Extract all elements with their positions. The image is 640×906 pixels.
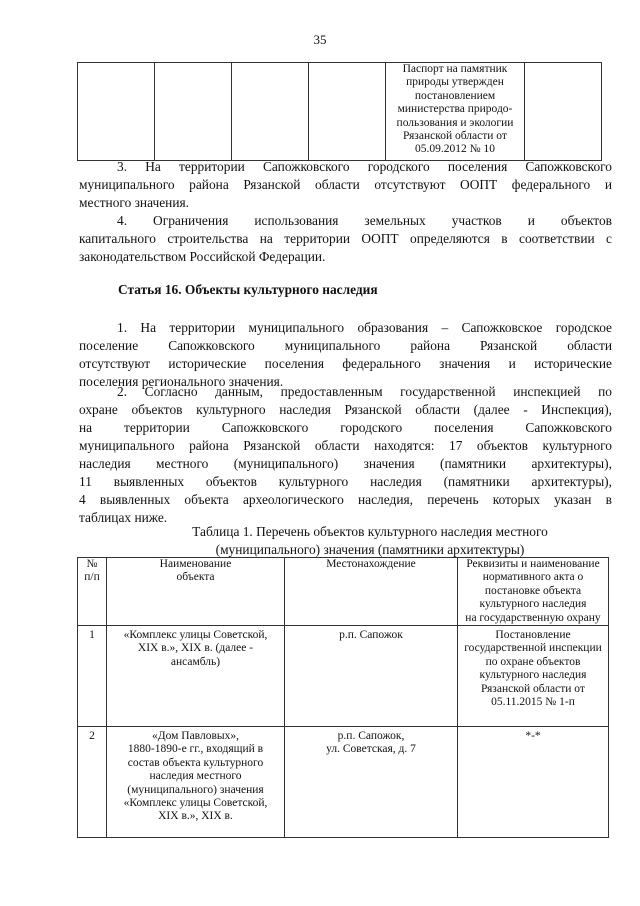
caption-line: Таблица 1. Перечень объектов культурного наследия местного (192, 524, 548, 539)
cell-line: 2 (89, 730, 95, 743)
cell-name (107, 727, 285, 838)
continuation-table (77, 62, 602, 161)
header-line: п/п (84, 571, 100, 584)
cell-line: Постановление (495, 629, 571, 642)
paragraph-3 (79, 158, 612, 212)
text-line: местного значения. (79, 195, 189, 210)
cell-line: министерства природо- (397, 103, 513, 116)
text-line: поселение Сапожковского муниципального района Рязанской области (79, 338, 612, 353)
table-cell (525, 63, 602, 161)
text-line: 1. На территории муниципального образования – Сапожковское городское (117, 320, 612, 335)
cell-line: р.п. Сапожок, (337, 730, 405, 743)
text-line: 3. На территории Сапожковского городского поселения Сапожковского (117, 159, 612, 174)
text-line: муниципального района Рязанской области находятся: 17 объектов культурного (79, 438, 612, 453)
cell-number (78, 626, 107, 727)
header-line: на государственную охрану (465, 611, 601, 624)
cell-line: по охране объектов (485, 655, 581, 668)
cell-line: 1880-1890-е гг., входящий в (127, 743, 264, 756)
page-number: 35 (313, 32, 327, 47)
cell-line: 05.11.2015 № 1-п (491, 696, 575, 709)
header-line: постановке объекта (484, 584, 582, 597)
text-line: 11 выявленных объектов культурного наследия (памятники архитектуры), (79, 474, 612, 489)
table-caption (140, 523, 600, 559)
text-line: наследия местного (муниципального) значения (памятники архитектуры), (79, 456, 612, 471)
table-cell (232, 63, 309, 161)
text-line: охране объектов культурного наследия Рязанской области (далее - Инспекция), (79, 402, 612, 417)
cell-line: Паспорт на памятник (402, 63, 508, 75)
header-line: Реквизиты и наименование (466, 558, 600, 570)
cell-line: Рязанской области от (403, 130, 507, 143)
text-line: 4. Ограничения использования земельных участков и объектов (117, 213, 612, 228)
text-line: поселения регионального значения. (79, 374, 284, 389)
cell-line: (муниципального) значения (127, 783, 264, 796)
table-cell (155, 63, 232, 161)
cell-line: Рязанской области от (481, 682, 585, 695)
cell-line: р.п. Сапожок (339, 629, 403, 642)
text-line: капитального строительства на территории ООПТ определяются в соответствии с (79, 231, 612, 246)
text-line: таблицах ниже. (79, 510, 168, 525)
cell-line: постановлением (414, 89, 496, 102)
header-line: культурного наследия (479, 598, 587, 611)
header-line: Наименование (159, 558, 232, 570)
text-line: отсутствуют исторические поселения федерального значения и исторические (79, 356, 612, 371)
cell-line: культурного наследия (479, 669, 587, 682)
table-header-row (78, 558, 609, 626)
cell-line: наследия местного (149, 770, 242, 783)
header-cell-act (458, 558, 609, 626)
table-cell (309, 63, 386, 161)
header-line: Местонахождение (326, 558, 416, 570)
cell-location (285, 727, 458, 838)
caption-line: (муниципального) значения (памятники архитектуры) (215, 542, 525, 557)
cell-line: 05.09.2012 № 10 (415, 143, 495, 156)
cell-location (285, 626, 458, 727)
cell-act (458, 727, 609, 838)
table-row (78, 626, 609, 727)
cell-line: XIX в.», XIX в. (158, 810, 233, 823)
text-line: законодательством Российской Федерации. (79, 249, 326, 264)
header-cell-number (78, 558, 107, 626)
cell-line: XIX в.», XIX в. (далее - (137, 642, 254, 655)
cell-line: состав объекта культурного (127, 756, 264, 769)
cell-line: ансамбль) (170, 655, 221, 668)
paragraph-2 (79, 383, 612, 527)
heritage-table (77, 557, 609, 838)
header-line: нормативного акта о (482, 571, 584, 584)
text-line: на территории Сапожковского городского поселения Сапожковского (79, 420, 612, 435)
text-line: муниципального района Рязанской области отсутствуют ООПТ федерального и (79, 177, 612, 192)
cell-line: пользования и экологии (396, 116, 514, 129)
table-row (78, 63, 602, 161)
table-cell (78, 63, 155, 161)
cell-line: «Комплекс улицы Советской, (123, 797, 268, 810)
cell-name (107, 626, 285, 727)
header-cell-location (285, 558, 458, 626)
cell-line: *-* (525, 730, 541, 743)
cell-line: природы утвержден (406, 76, 504, 89)
header-line: № (86, 558, 98, 570)
text-line: 2. Согласно данным, предоставленным государственной инспекцией по (117, 384, 612, 399)
paragraph-1 (79, 319, 612, 391)
paragraph-4 (79, 212, 612, 266)
cell-act (458, 626, 609, 727)
cell-line: «Комплекс улицы Советской, (123, 629, 268, 642)
cell-line: «Дом Павловых», (152, 730, 239, 743)
article-heading: Статья 16. Объекты культурного наследия (118, 282, 378, 297)
table-row (78, 727, 609, 838)
cell-number (78, 727, 107, 838)
cell-line: 1 (89, 629, 95, 642)
header-cell-name (107, 558, 285, 626)
header-line: объекта (176, 571, 215, 584)
cell-line: государственной инспекции (464, 642, 602, 655)
cell-line: ул. Советская, д. 7 (326, 743, 416, 756)
text-line: 4 выявленных объекта археологического наследия, перечень которых указан в (79, 492, 612, 507)
table-cell-passport (386, 63, 525, 161)
